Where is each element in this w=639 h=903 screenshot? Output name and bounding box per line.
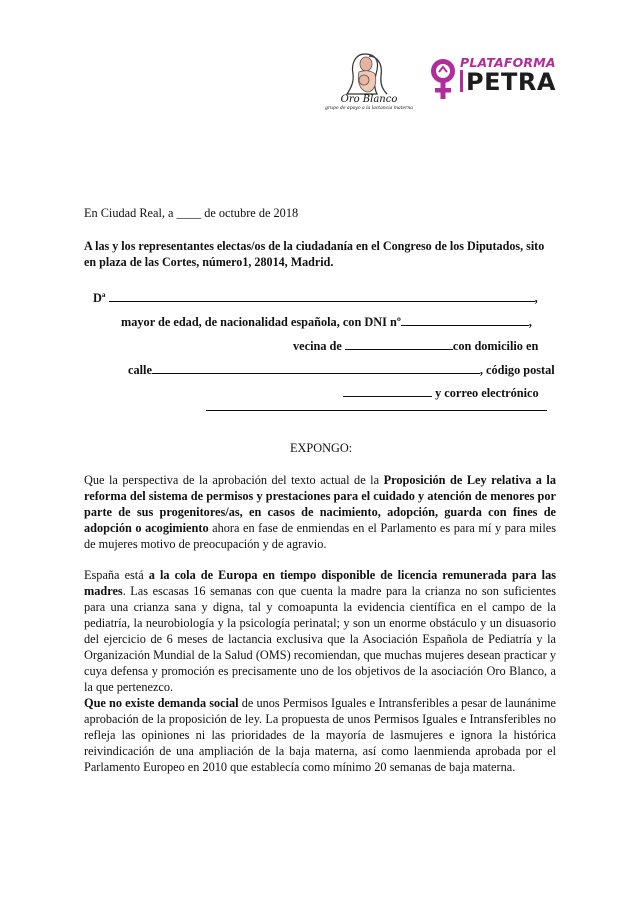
p2-text-c: . Las escasas 16 semanas con que cuenta la madre para la crianza no son suficientes para una crianza sana y digna, tal y comoapunta la evidencia científica en el campo de la pediatría, la neurobiología y la psicología perinatal; y son un enorme obstáculo y un disuasorio del ejercicio de 6 meses de lactancia exclusiva que la Asociación Española de Pediatría y la Organización Mundial de la Salud (OMS) recomiendan, que muchas mujeres desean practicar y cuya defensa y promoción es precisamente uno de los objetivos de la asociación Oro Blanco, a la que pertenezco. <box>84 584 556 694</box>
petra-line2 <box>460 68 556 96</box>
email-suffix: y correo electrónico <box>435 386 539 400</box>
mother-child-icon <box>337 50 401 96</box>
id-label: mayor de edad, de nacionalidad española, con DNI nº <box>121 315 401 329</box>
p2-text-a: España está <box>84 568 149 582</box>
paragraph-3 <box>84 695 556 775</box>
petra-line1: PLATAFORMA <box>460 55 556 70</box>
plataforma-petra-logo <box>428 55 558 105</box>
street-label: calle <box>128 363 152 377</box>
p1-bold: Proposición de Ley relativa a la reforma del sistema de permisos y prestaciones para el cuidado y atención de menores por parte de sus progenitores/as, en casos de nacimiento, adopción, guarda con fines de adopción o acogimiento <box>84 473 556 535</box>
id-line <box>121 314 532 330</box>
p1-text-a: Que la perspectiva de la aprobación del texto actual de la <box>84 473 384 487</box>
paragraph-1 <box>84 472 556 552</box>
residence-label: vecina de <box>293 339 342 353</box>
section-heading: EXPONGO: <box>290 441 353 455</box>
oro-blanco-logo <box>323 50 415 124</box>
residence-line <box>293 338 538 354</box>
dni-blank[interactable] <box>401 325 529 326</box>
p2-bold: a la cola de Europa en tiempo disponible de licencia remunerada para las madres <box>84 568 557 598</box>
email-blank-line <box>206 396 547 415</box>
id-suffix: , <box>528 315 532 329</box>
name-suffix: , <box>534 291 538 305</box>
oro-blanco-title: Oro Blanco <box>340 94 398 105</box>
addressee: A las y los representantes electas/os de la ciudadanía en el Congreso de los Diputados, sito en plaza de las Cortes, número1, 28014, Madrid. <box>84 239 545 269</box>
email-blank[interactable] <box>206 396 547 411</box>
street-blank[interactable] <box>152 373 480 374</box>
street-suffix: , código postal <box>479 363 555 377</box>
p1-text-c: ahora en fase de enmiendas en el Parlamento es para mí y para miles de mujeres motivo de preocupación y de agravio. <box>84 521 556 551</box>
name-prefix: Dª <box>93 291 106 305</box>
petra-name: PETRA <box>466 68 556 96</box>
p3-bold: Que no existe demanda social <box>84 696 239 710</box>
p3-text: de unos Permisos Iguales e Intransferibles a pesar de launánime aprobación de la proposición de ley. La propuesta de unos Permisos Iguales e Intransferibles no refleja las opiniones ni las prioridades de la mayoría de lasmujeres e ignora la histórica reivindicación de una ampliación de la baja materna, así como laenmienda aprobada por el Parlamento Europeo en 2010 que establecía como mínimo 20 semanas de baja materna. <box>84 696 556 774</box>
name-blank[interactable] <box>109 301 535 302</box>
oro-blanco-subtitle: grupo de apoyo a la lactancia materna <box>325 106 413 111</box>
residence-suffix: con domicilio en <box>452 339 539 353</box>
date-line: En Ciudad Real, a ____ de octubre de 2018 <box>84 206 299 220</box>
paragraph-2 <box>84 567 556 695</box>
female-symbol-icon <box>428 57 458 101</box>
street-line <box>128 362 555 378</box>
residence-blank[interactable] <box>345 349 453 350</box>
name-line <box>93 290 538 306</box>
